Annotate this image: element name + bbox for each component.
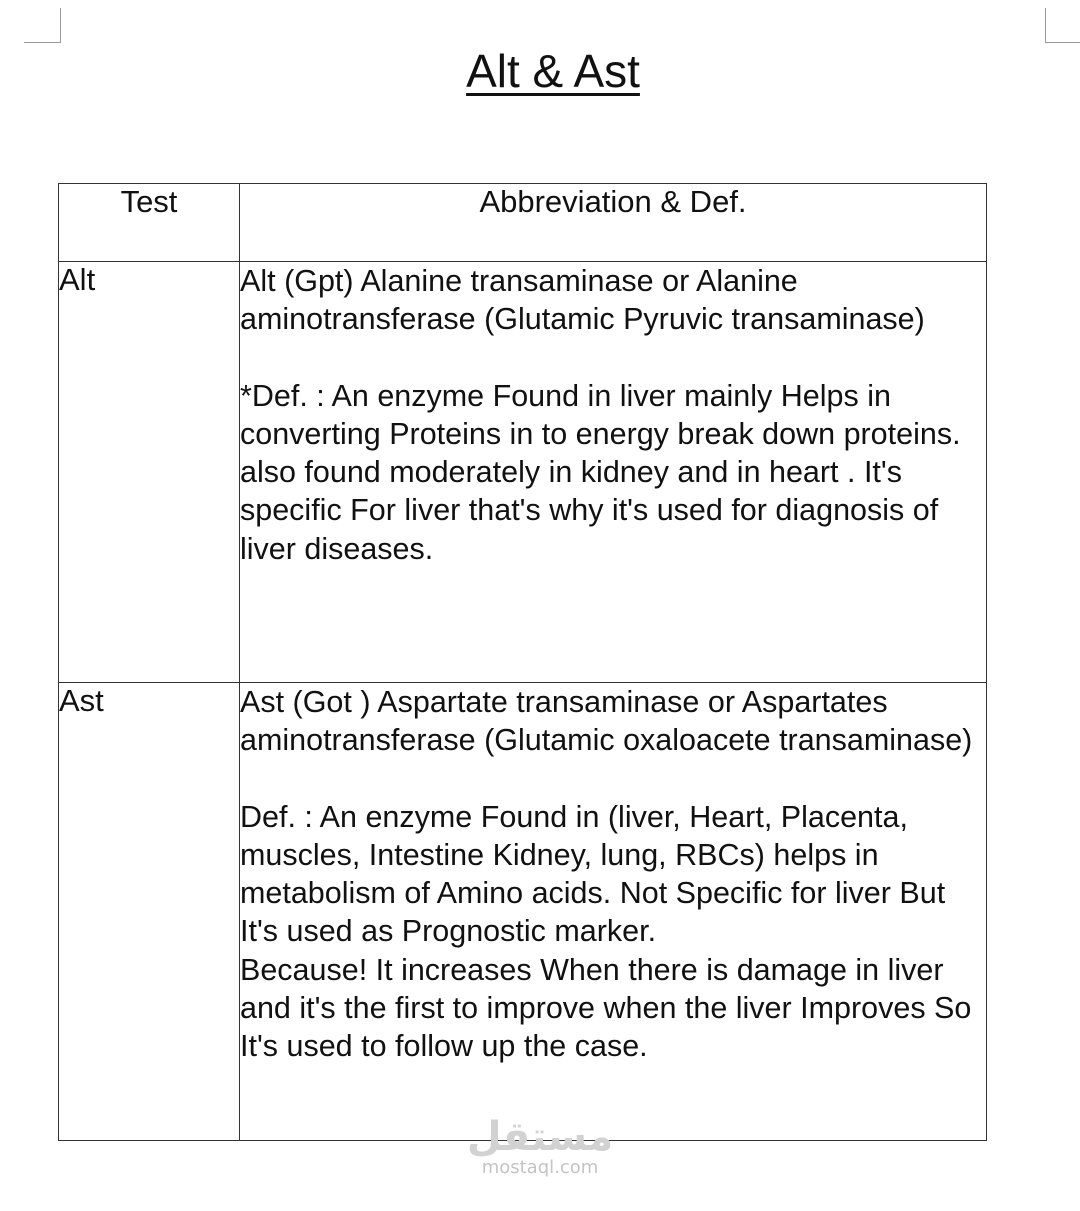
header-test: Test [59,184,240,262]
paragraph-gap [240,760,986,798]
description-cell-ast [240,683,987,1141]
document-title: Alt & Ast [466,45,640,97]
header-abbreviation-def: Abbreviation & Def. [240,184,987,262]
paragraph-gap [240,339,986,377]
abbreviation-alt: Alt (Gpt) Alanine transaminase or Alanine aminotransferase (Glutamic Pyruvic transaminase) [240,264,925,337]
test-name-ast: Ast [59,683,240,1141]
crop-mark-top-right-vertical [1045,8,1046,43]
note-ast: Because! It increases When there is damage in liver and it's the first to improve when the liver Improves So It's used to follow up the case. [240,952,972,1064]
enzyme-table [58,183,987,1141]
table-row-ast [59,683,987,1141]
watermark-logo: مستقل [466,1114,614,1160]
crop-mark-top-right-horizontal [1045,42,1080,43]
crop-mark-top-left-horizontal [24,42,61,43]
definition-ast: Def. : An enzyme Found in (liver, Heart, Placenta, muscles, Intestine Kidney, lung, RBCs) helps in metabolism of Amino acids. Not Specific for liver But It's used as Prognostic marker. [240,799,946,949]
abbreviation-ast: Ast (Got ) Aspartate transaminase or Aspartates aminotransferase (Glutamic oxaloacete transaminase) [240,685,973,758]
table-row-alt [59,262,987,683]
description-cell-alt [240,262,987,683]
definition-alt: *Def. : An enzyme Found in liver mainly Helps in converting Proteins in to energy break down proteins. also found moderately in kidney and in heart . It's specific For liver that's why it's used for diagnosis of liver diseases. [240,378,961,566]
test-name-alt: Alt [59,262,240,683]
crop-mark-top-left-vertical [60,8,61,43]
watermark-text: mostaql.com [481,1157,599,1178]
table-header-row [59,184,987,262]
watermark [460,1116,620,1178]
